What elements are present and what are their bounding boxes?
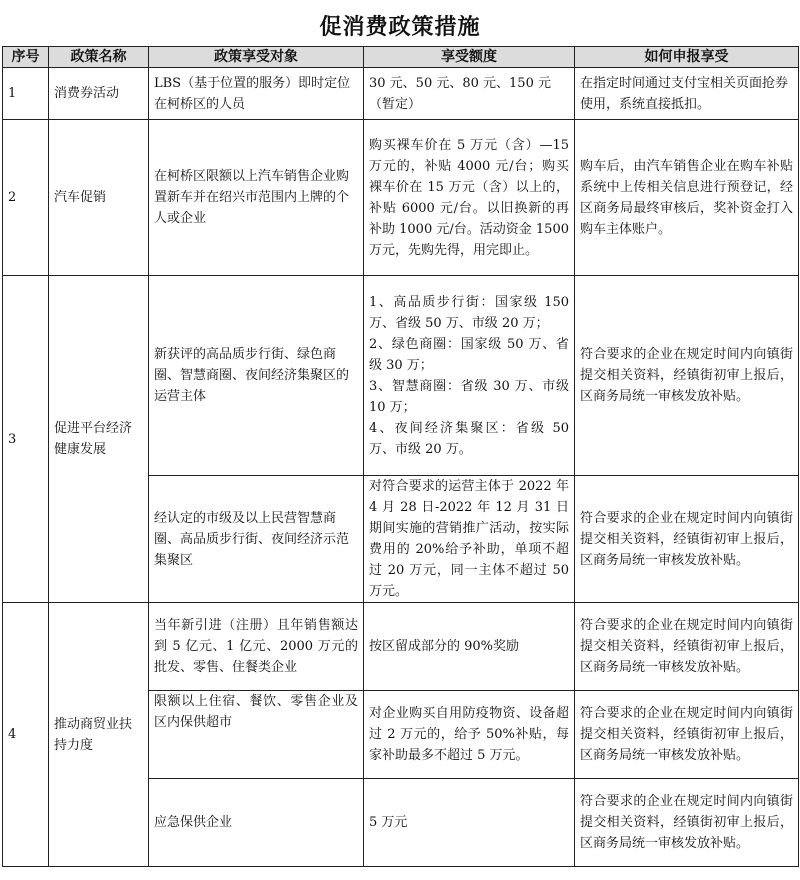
- amount-line: 4、夜间经济集聚区：省级 50 万、市级 20 万。: [369, 420, 569, 457]
- amount-line: 2、绿色商圈：国家级 50 万、省级 30 万；: [369, 336, 569, 373]
- policy-amount: 按区留成部分的 90%奖励: [364, 603, 575, 691]
- policy-target: 在柯桥区限额以上汽车销售企业购置新车并在绍兴市范围内上牌的个人或企业: [149, 120, 364, 276]
- policy-amount: 对企业购买自用防疫物资、设备超过 2 万元的，给予 50%补贴，每家补助最多不超过 5 万元。: [364, 691, 575, 779]
- policy-apply: 符合要求的企业在规定时间内向镇街提交相关资料，经镇街初审上报后，区商务局统一审核发放补贴。: [575, 779, 799, 867]
- policy-name: 汽车促销: [49, 120, 149, 276]
- policy-amount: 5 万元: [364, 779, 575, 867]
- table-row: [3, 120, 799, 276]
- policy-target: 当年新引进（注册）且年销售额达到 5 亿元、1 亿元、2000 万元的批发、零售、住餐类企业: [149, 603, 364, 691]
- policy-name: 推动商贸业扶持力度: [49, 603, 149, 867]
- row-number: 1: [3, 68, 49, 120]
- policy-amount: 对符合要求的运营主体于 2022 年 4 月 28 日-2022 年 12 月 31 日期间实施的营销推广活动，按实际费用的 20%给予补助，单项不超过 20 万元，同一主体不超过 50 万元。: [364, 476, 575, 603]
- header-amount: 享受额度: [364, 47, 575, 68]
- policy-target: 应急保供企业: [149, 779, 364, 867]
- row-number: 2: [3, 120, 49, 276]
- policy-name: 消费券活动: [49, 68, 149, 120]
- amount-line: 1、高品质步行街：国家级 150 万、省级 50 万、市级 20 万；: [369, 294, 569, 331]
- policy-apply: 在指定时间通过支付宝相关页面抢券使用，系统直接抵扣。: [575, 68, 799, 120]
- header-no: 序号: [3, 47, 49, 68]
- policy-table: [2, 46, 799, 867]
- policy-apply: 购车后，由汽车销售企业在购车补贴系统中上传相关信息进行预登记，经区商务局最终审核后，奖补资金打入购车主体账户。: [575, 120, 799, 276]
- policy-amount: 购买裸车价在 5 万元（含）—15 万元的，补贴 4000 元/台；购买裸车价在 15 万元（含）以上的，补贴 6000 元/台。以旧换新的再补助 1000 元/台。活动资金 1500 万元，先购先得，用完即止。: [364, 120, 575, 276]
- header-policy-name: 政策名称: [49, 47, 149, 68]
- row-number: 3: [3, 276, 49, 603]
- table-row: [3, 68, 799, 120]
- policy-target: 新获评的高品质步行街、绿色商圈、智慧商圈、夜间经济集聚区的运营主体: [149, 276, 364, 476]
- table-row: [3, 603, 799, 691]
- header-apply: 如何申报享受: [575, 47, 799, 68]
- amount-line: 3、智慧商圈：省级 30 万、市级 10 万；: [369, 378, 569, 415]
- policy-name: 促进平台经济健康发展: [49, 276, 149, 603]
- document-title: 促消费政策措施: [319, 14, 481, 40]
- header-target: 政策享受对象: [149, 47, 364, 68]
- policy-apply: 符合要求的企业在规定时间内向镇街提交相关资料，经镇街初审上报后，区商务局统一审核发放补贴。: [575, 603, 799, 691]
- policy-apply: 符合要求的企业在规定时间内向镇街提交相关资料，经镇街初审上报后，区商务局统一审核发放补贴。: [575, 476, 799, 603]
- policy-apply: 符合要求的企业在规定时间内向镇街提交相关资料，经镇街初审上报后，区商务局统一审核发放补贴。: [575, 276, 799, 476]
- policy-target: LBS（基于位置的服务）即时定位在柯桥区的人员: [149, 68, 364, 120]
- header-row: [3, 47, 799, 68]
- row-number: 4: [3, 603, 49, 867]
- policy-amount: 30 元、50 元、80 元、150 元（暂定）: [364, 68, 575, 120]
- policy-target: 限额以上住宿、餐饮、零售企业及区内保供超市: [149, 691, 364, 779]
- policy-amount: [364, 276, 575, 476]
- table-row: [3, 276, 799, 476]
- policy-target: 经认定的市级及以上民营智慧商圈、高品质步行街、夜间经济示范集聚区: [149, 476, 364, 603]
- policy-apply: 符合要求的企业在规定时间内向镇街提交相关资料，经镇街初审上报后，区商务局统一审核发放补贴。: [575, 691, 799, 779]
